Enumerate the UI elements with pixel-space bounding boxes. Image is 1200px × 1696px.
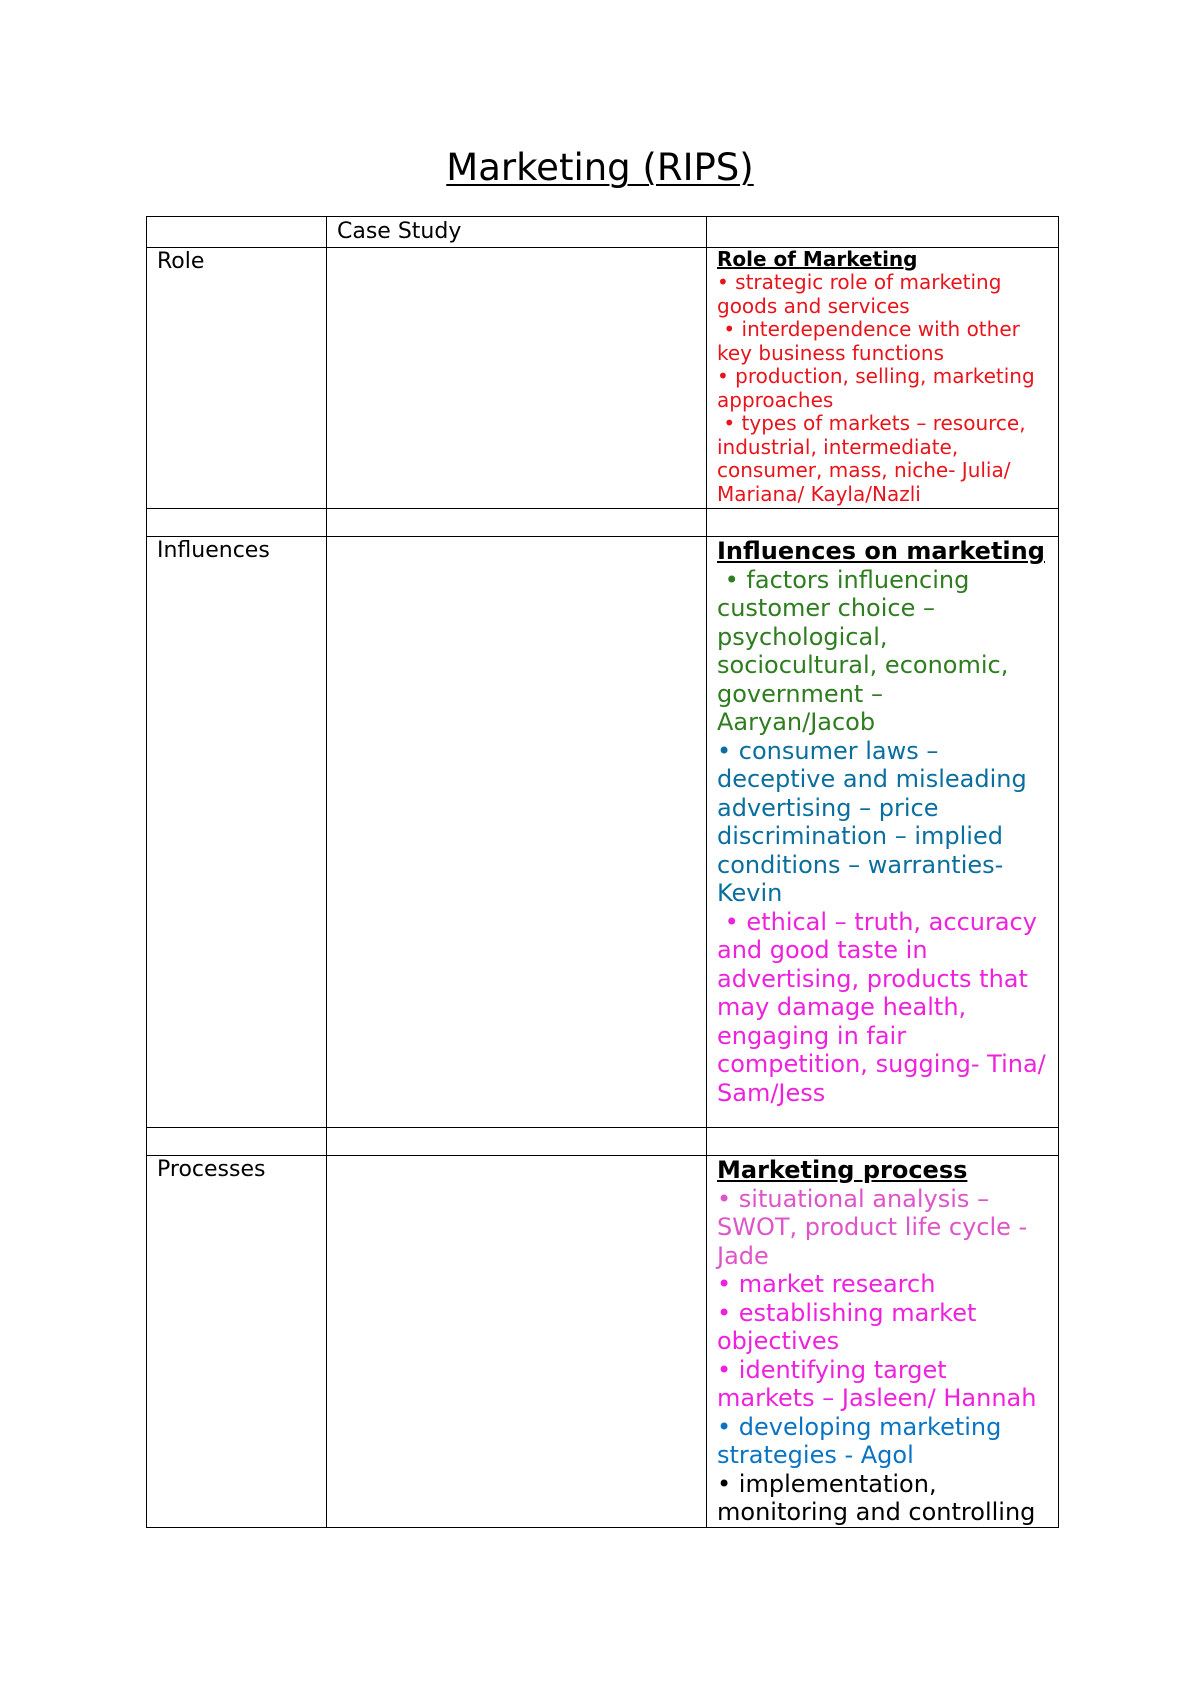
topic-list-role	[717, 271, 1048, 506]
spacer-row	[147, 1128, 1059, 1156]
spacer-cell	[327, 1128, 707, 1156]
spacer-cell	[707, 1128, 1059, 1156]
row-label-influences: Influences	[147, 537, 327, 1128]
row-label-role: Role	[147, 248, 327, 509]
case-study-cell-influences[interactable]	[327, 537, 707, 1128]
header-row	[147, 217, 1059, 248]
topic-list-item: • strategic role of marketing goods and services	[717, 270, 1008, 318]
topic-list-item: • implementation, monitoring and controlling	[717, 1469, 1036, 1526]
topic-list-item: • situational analysis – SWOT, product life cycle - Jade	[717, 1184, 1035, 1270]
case-study-cell-processes[interactable]	[327, 1156, 707, 1528]
row-label-processes: Processes	[147, 1156, 327, 1528]
topic-list-item: • ethical – truth, accuracy and good taste in advertising, products that may damage health, engaging in fair competition, sugging- Tina/ Sam/Jess	[717, 907, 1054, 1107]
spacer-cell	[707, 509, 1059, 537]
topic-list-processes	[717, 1185, 1048, 1527]
topic-list-item: • factors influencing customer choice – psychological, sociocultural, economic, government – Aaryan/Jacob	[717, 565, 1016, 736]
table-row-processes	[147, 1156, 1059, 1528]
topic-list-influences	[717, 565, 1054, 1108]
rips-table	[146, 216, 1059, 1528]
table-row-role	[147, 248, 1059, 509]
topic-list-item: • developing marketing strategies - Agol	[717, 1412, 1010, 1469]
spacer-cell	[147, 1128, 327, 1156]
spacer-row	[147, 509, 1059, 537]
topic-heading-role: Role of Marketing	[717, 247, 918, 271]
topic-list-item: • interdependence with other key business functions	[717, 317, 1027, 365]
header-cell-case-study: Case Study	[327, 217, 707, 248]
topic-cell-influences	[707, 537, 1059, 1128]
spacer-cell	[147, 509, 327, 537]
topic-heading-influences: Influences on marketing	[717, 537, 1045, 565]
header-cell-1	[147, 217, 327, 248]
topic-list-item: • market research	[717, 1270, 936, 1298]
topic-list-item: • identifying target markets – Jasleen/ Hannah	[717, 1355, 1037, 1412]
header-cell-3	[707, 217, 1059, 248]
topic-list-item: • consumer laws – deceptive and misleading advertising – price discrimination – implied conditions – warranties- Kevin	[717, 736, 1035, 907]
topic-heading-processes: Marketing process	[717, 1156, 968, 1184]
topic-cell-processes	[707, 1156, 1059, 1528]
case-study-cell-role[interactable]	[327, 248, 707, 509]
page-title: Marketing (RIPS)	[446, 146, 754, 189]
topic-list-item: • types of markets – resource, industrial, intermediate, consumer, mass, niche- Julia/ Mariana/ Kayla/Nazli	[717, 411, 1032, 506]
topic-list-item: • production, selling, marketing approaches	[717, 364, 1042, 412]
table-row-influences	[147, 537, 1059, 1128]
topic-list-item: • establishing market objectives	[717, 1298, 985, 1355]
topic-cell-role	[707, 248, 1059, 509]
spacer-cell	[327, 509, 707, 537]
